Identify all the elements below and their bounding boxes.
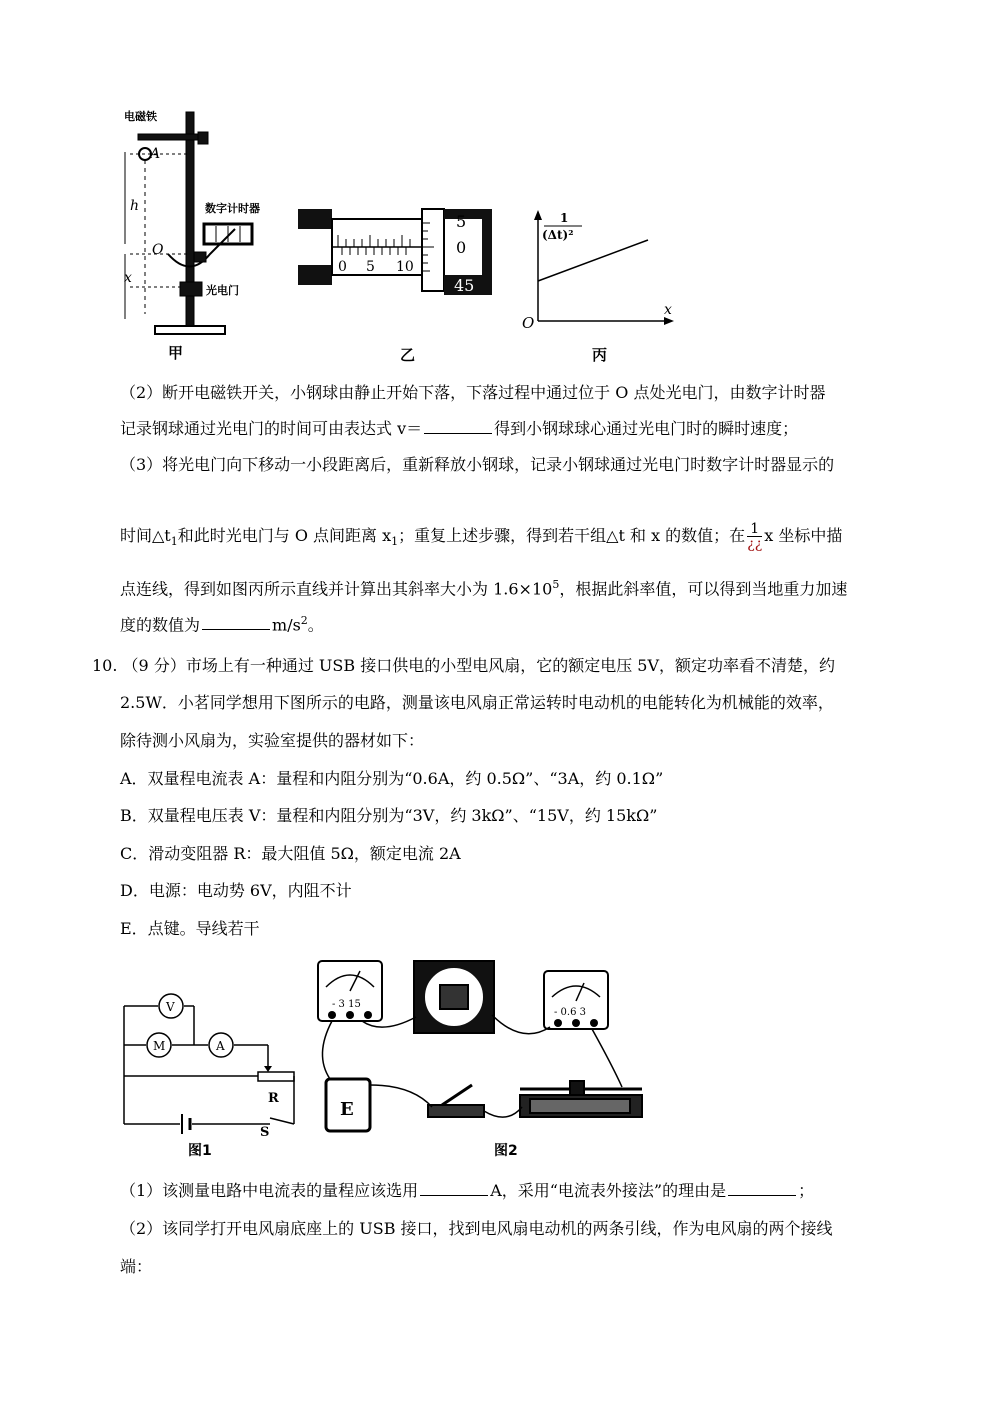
y-label-den: (Δt)² [542,228,574,242]
caption-yi: 乙 [400,346,416,364]
answer-blank [728,1181,796,1196]
option-a: A．双量程电流表 A：量程和内阻分别为“0.6A，约 0.5Ω”、“3A，约 0.1Ω” [120,769,664,788]
caption-fig1: 图1 [188,1143,212,1159]
q9-p2-line2: 记录钢球通过光电门的时间可由表达式 v＝ 得到小钢球球心通过光电门时的瞬时速度； [120,419,799,438]
circular-scale-5: 5 [456,212,467,231]
circular-scale-45: 45 [454,276,475,295]
caption-bing: 丙 [592,346,608,364]
fraction: $\frac{1}{¿¿}$ [747,521,763,552]
ammeter-scale: - 0.6 3 [554,1007,587,1018]
battery-label: E [340,1099,354,1120]
label-magnet: 电磁铁 [124,110,157,123]
symbol-S: S [260,1125,270,1140]
x-axis-label: x [664,302,672,318]
origin-label: O [522,314,535,332]
figure-jia [110,104,270,364]
answer-blank [424,419,492,434]
label-timer: 数字计时器 [205,202,260,215]
voltmeter-scale: - 3 15 [332,999,361,1010]
y-label-num: 1 [560,211,569,225]
caption-fig2: 图2 [494,1143,518,1159]
q10-sub2-line1: （2）该同学打开电风扇底座上的 USB 接口，找到电风扇电动机的两条引线，作为电风扇的两个接线 [120,1219,833,1238]
symbol-M: M [153,1039,166,1053]
label-h: h [130,198,140,214]
caption-jia: 甲 [168,344,184,362]
figure-bing [520,206,690,336]
q10-line2: 2.5W．小茗同学想用下图所示的电路，测量该电风扇正常运转时电动机的电能转化为机械能的效率， [120,693,834,712]
label-gate: 光电门 [206,284,239,297]
figure-circuit-1 [118,990,308,1140]
answer-blank [420,1181,488,1196]
option-c: C．滑动变阻器 R：最大阻值 5Ω，额定电流 2A [120,844,461,863]
q9-p3-line2: 时间$\triangle t_1$和此时光电门与 O 点间距离 $x_1$；重复上述步骤，得到若干组△t 和 x 的数值；在 $\frac{1}{¿¿}$ x 坐标中描 [120,521,843,552]
q10-line1: 10. （9 分）市场上有一种通过 USB 接口供电的小型电风扇，它的额定电压 5V，额定功率看不清楚，约 [92,656,836,675]
label-O: O [152,242,164,258]
option-d: D．电源：电动势 6V，内阻不计 [120,881,352,900]
question-number: 10. [92,656,118,675]
q9-p3-line3: 点连线，得到如图丙所示直线并计算出其斜率大小为 $1.6\times 10^5$，根据此斜率值，可以得到当地重力加速 [120,578,848,599]
main-scale-0: 0 [338,259,347,275]
q10-line3: 除待测小风扇为，实验室提供的器材如下： [120,731,425,750]
symbol-A: A [216,1039,225,1053]
answer-blank [202,615,270,630]
option-e: E．点键。导线若干 [120,919,260,938]
q9-p3-line1: （3）将光电门向下移动一小段距离后，重新释放小钢球，记录小钢球通过光电门时数字计时器显示的 [120,455,835,474]
label-A: A [150,146,161,162]
q9-p3-line4: 度的数值为 $m/s^2$。 [120,614,324,635]
q10-sub1: （1）该测量电路中电流表的量程应该选用 A，采用“电流表外接法”的理由是 ； [120,1181,815,1200]
label-x: x [124,270,132,286]
symbol-V: V [166,1000,175,1014]
q9-p2-line1: （2）断开电磁铁开关，小钢球由静止开始下落，下落过程中通过位于 O 点处光电门，由数字计时器 [120,383,826,402]
main-scale-5: 5 [366,259,375,275]
q10-sub2-line2: 端： [120,1257,153,1276]
option-b: B．双量程电压表 V：量程和内阻分别为“3V，约 3kΩ”、“15V，约 15kΩ” [120,806,658,825]
main-scale-10: 10 [396,259,414,275]
figure-apparatus-2 [312,955,652,1150]
circular-scale-0: 0 [456,238,467,257]
figure-yi [296,205,496,305]
symbol-R: R [268,1091,279,1106]
